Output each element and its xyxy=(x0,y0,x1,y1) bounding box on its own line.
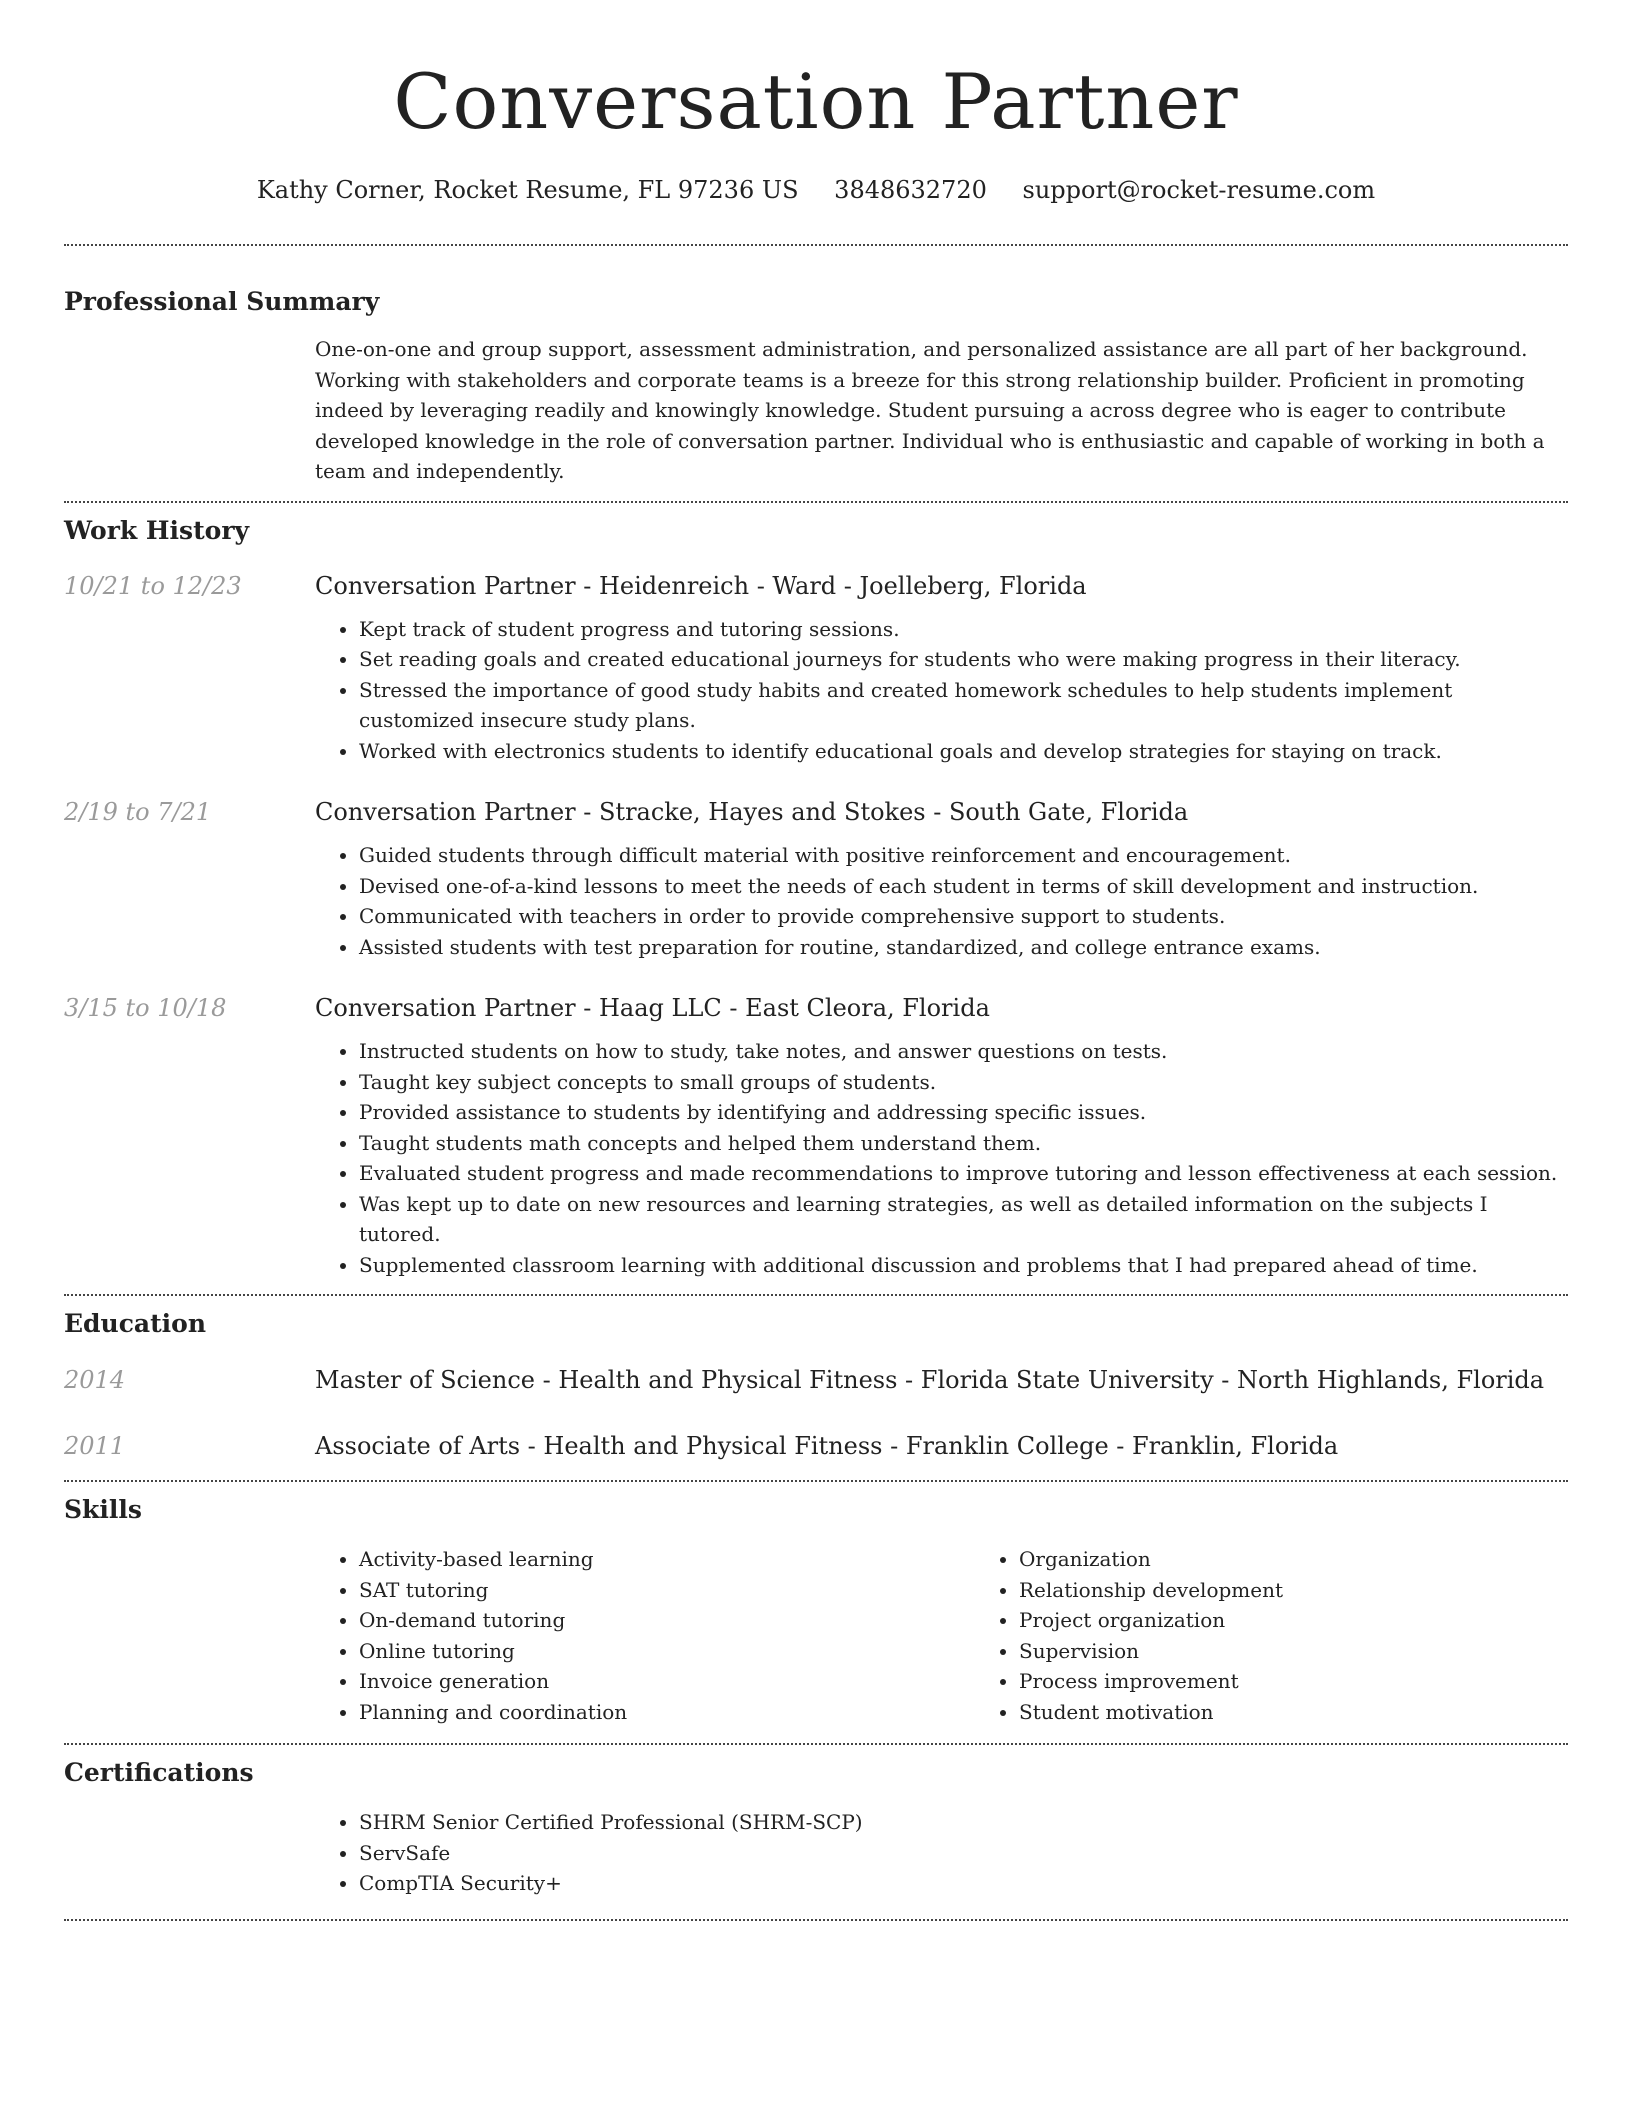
list-item: • Process improvement xyxy=(1019,1666,1632,1697)
contact-phone: 3848632720 xyxy=(834,176,987,204)
contact-email: support@rocket-resume.com xyxy=(1022,176,1376,204)
list-item: • Worked with electronics students to identify educational goals and develop strategies for staying on track. xyxy=(359,736,1568,767)
list-item: • Taught key subject concepts to small groups of students. xyxy=(359,1067,1568,1098)
education-section xyxy=(64,1306,1568,1464)
list-item: • Invoice generation xyxy=(359,1666,975,1697)
summary-heading: Professional Summary xyxy=(64,287,380,316)
list-item: • Supervision xyxy=(1019,1636,1632,1667)
education-degree: Associate of Arts - Health and Physical Fitness - Franklin College - Franklin, Florida xyxy=(315,1432,1339,1460)
list-item: • Instructed students on how to study, take notes, and answer questions on tests. xyxy=(359,1036,1568,1067)
divider xyxy=(64,244,1568,246)
list-item: • Supplemented classroom learning with additional discussion and problems that I had prepared ahead of time. xyxy=(359,1250,1568,1281)
summary-section xyxy=(64,284,1568,487)
job-entry xyxy=(64,990,1568,1280)
work-history-section xyxy=(64,513,1568,1281)
job-title: Conversation Partner - Heidenreich - Ward - Joelleberg, Florida xyxy=(315,571,1087,600)
list-item: • Assisted students with test preparation for routine, standardized, and college entrance exams. xyxy=(359,932,1568,963)
education-degree: Master of Science - Health and Physical Fitness - Florida State University - North Highlands, Florida xyxy=(315,1366,1545,1394)
list-item: • Planning and coordination xyxy=(359,1697,975,1728)
education-year: 2014 xyxy=(64,1366,126,1394)
list-item: • Guided students through difficult material with positive reinforcement and encouragement. xyxy=(359,840,1568,871)
resume-page xyxy=(64,0,1568,1921)
list-item: • Communicated with teachers in order to provide comprehensive support to students. xyxy=(359,901,1568,932)
list-item: • SHRM Senior Certified Professional (SHRM-SCP) xyxy=(359,1807,1568,1838)
education-entry xyxy=(64,1362,1568,1398)
list-item: • ServSafe xyxy=(359,1838,1568,1869)
certifications-section xyxy=(64,1755,1568,1899)
list-item: • Stressed the importance of good study habits and created homework schedules to help students implement customized insecure study plans. xyxy=(359,675,1568,736)
resume-title: Conversation Partner xyxy=(393,57,1239,146)
job-dates: 2/19 to 7/21 xyxy=(64,798,212,826)
list-item: • Set reading goals and created educational journeys for students who were making progress in their literacy. xyxy=(359,644,1568,675)
list-item: • Evaluated student progress and made recommendations to improve tutoring and lesson effectiveness at each session. xyxy=(359,1158,1568,1189)
list-item: • Online tutoring xyxy=(359,1636,975,1667)
education-year: 2011 xyxy=(64,1432,126,1460)
education-heading: Education xyxy=(64,1309,207,1338)
certifications-heading: Certifications xyxy=(64,1758,254,1787)
skills-list-left xyxy=(315,1544,975,1727)
job-title: Conversation Partner - Stracke, Hayes and Stokes - South Gate, Florida xyxy=(315,798,1189,826)
list-item: • Was kept up to date on new resources and learning strategies, as well as detailed information on the subjects I tutored. xyxy=(359,1189,1568,1250)
skills-list-right xyxy=(975,1544,1632,1727)
list-item: • Student motivation xyxy=(1019,1697,1632,1728)
work-history-heading: Work History xyxy=(64,515,250,545)
job-bullets xyxy=(315,614,1568,767)
list-item: • Relationship development xyxy=(1019,1575,1632,1606)
divider xyxy=(64,1919,1568,1921)
list-item: • CompTIA Security+ xyxy=(359,1868,1568,1899)
job-title: Conversation Partner - Haag LLC - East Cleora, Florida xyxy=(315,994,990,1022)
job-dates: 10/21 to 12/23 xyxy=(64,571,242,600)
list-item: • Taught students math concepts and helped them understand them. xyxy=(359,1128,1568,1159)
divider xyxy=(64,501,1568,503)
education-entry xyxy=(64,1428,1568,1464)
job-entry xyxy=(64,568,1568,767)
certifications-list xyxy=(315,1807,1568,1899)
skills-heading: Skills xyxy=(64,1495,142,1524)
skills-section xyxy=(64,1492,1568,1727)
list-item: • Activity-based learning xyxy=(359,1544,975,1575)
list-item: • Provided assistance to students by identifying and addressing specific issues. xyxy=(359,1097,1568,1128)
divider xyxy=(64,1743,1568,1745)
divider xyxy=(64,1480,1568,1482)
summary-text: One-on-one and group support, assessment administration, and personalized assistance are all part of her background. Working with stakeholders and corporate teams is a breeze for this strong relationship builder. Proficient in promoting indeed by leveraging readily and knowingly knowledge. Student pursuing a across degree who is eager to contribute developed knowledge in the role of conversation partner. Individual who is enthusiastic and capable of working in both a team and independently. xyxy=(315,337,1545,483)
job-dates: 3/15 to 10/18 xyxy=(64,994,227,1022)
contact-line xyxy=(64,172,1568,208)
job-bullets xyxy=(315,840,1568,962)
list-item: • Project organization xyxy=(1019,1605,1632,1636)
list-item: • Kept track of student progress and tutoring sessions. xyxy=(359,614,1568,645)
divider xyxy=(64,1294,1568,1296)
list-item: • Organization xyxy=(1019,1544,1632,1575)
contact-address: Kathy Corner, Rocket Resume, FL 97236 US xyxy=(256,176,799,204)
list-item: • Devised one-of-a-kind lessons to meet the needs of each student in terms of skill development and instruction. xyxy=(359,871,1568,902)
job-entry xyxy=(64,794,1568,962)
list-item: • SAT tutoring xyxy=(359,1575,975,1606)
job-bullets xyxy=(315,1036,1568,1280)
list-item: • On-demand tutoring xyxy=(359,1605,975,1636)
